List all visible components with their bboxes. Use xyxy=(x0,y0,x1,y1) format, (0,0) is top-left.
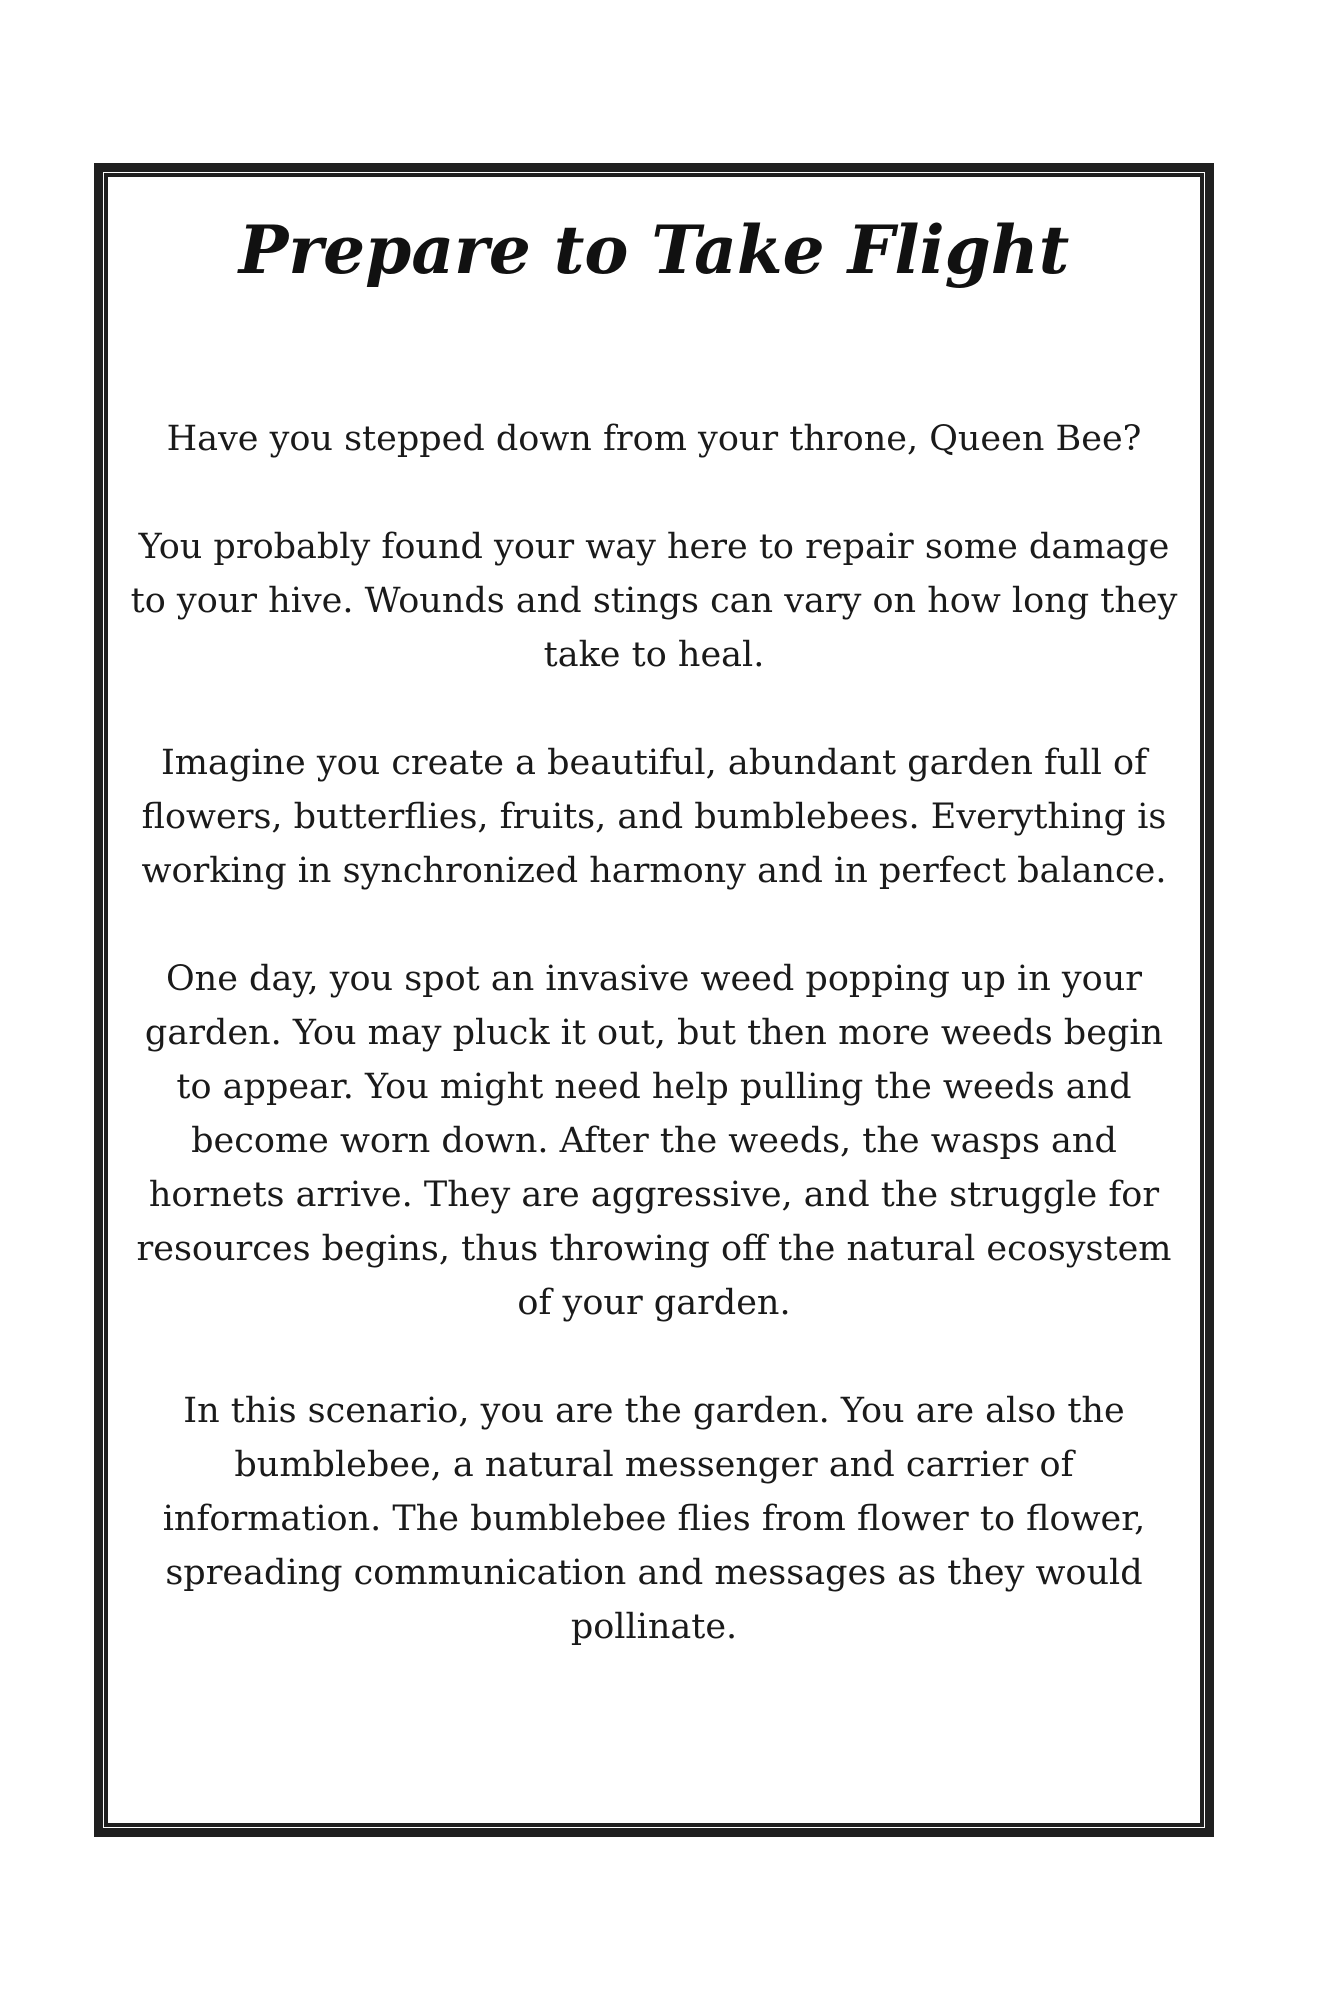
page-title: Prepare to Take Flight xyxy=(238,211,1070,289)
paragraph-intro-question: Have you stepped down from your throne, Queen Bee? xyxy=(166,419,1142,459)
body-text xyxy=(130,412,1178,1654)
paragraph-imagine-garden: Imagine you create a beautiful, abundant garden full of flowers, butterflies, fruits, and bumblebees. Everything is working in synchronized harmony and in perfect balance. xyxy=(141,743,1167,891)
paragraph-repair-hive: You probably found your way here to repair some damage to your hive. Wounds and stings can vary on how long they take to heal. xyxy=(130,527,1178,675)
paragraph-you-are-the-garden: In this scenario, you are the garden. You are also the bumblebee, a natural messenger and carrier of information. The bumblebee flies from flower to flower, spreading communication and messages as they would pollinate. xyxy=(162,1391,1146,1647)
paragraph-invasive-weed: One day, you spot an invasive weed popping up in your garden. You may pluck it out, but then more weeds begin to appear. You might need help pulling the weeds and become worn down. After the weeds, the wasps and hornets arrive. They are aggressive, and the struggle for resources begins, thus throwing off the natural ecosystem of your garden. xyxy=(136,959,1172,1323)
